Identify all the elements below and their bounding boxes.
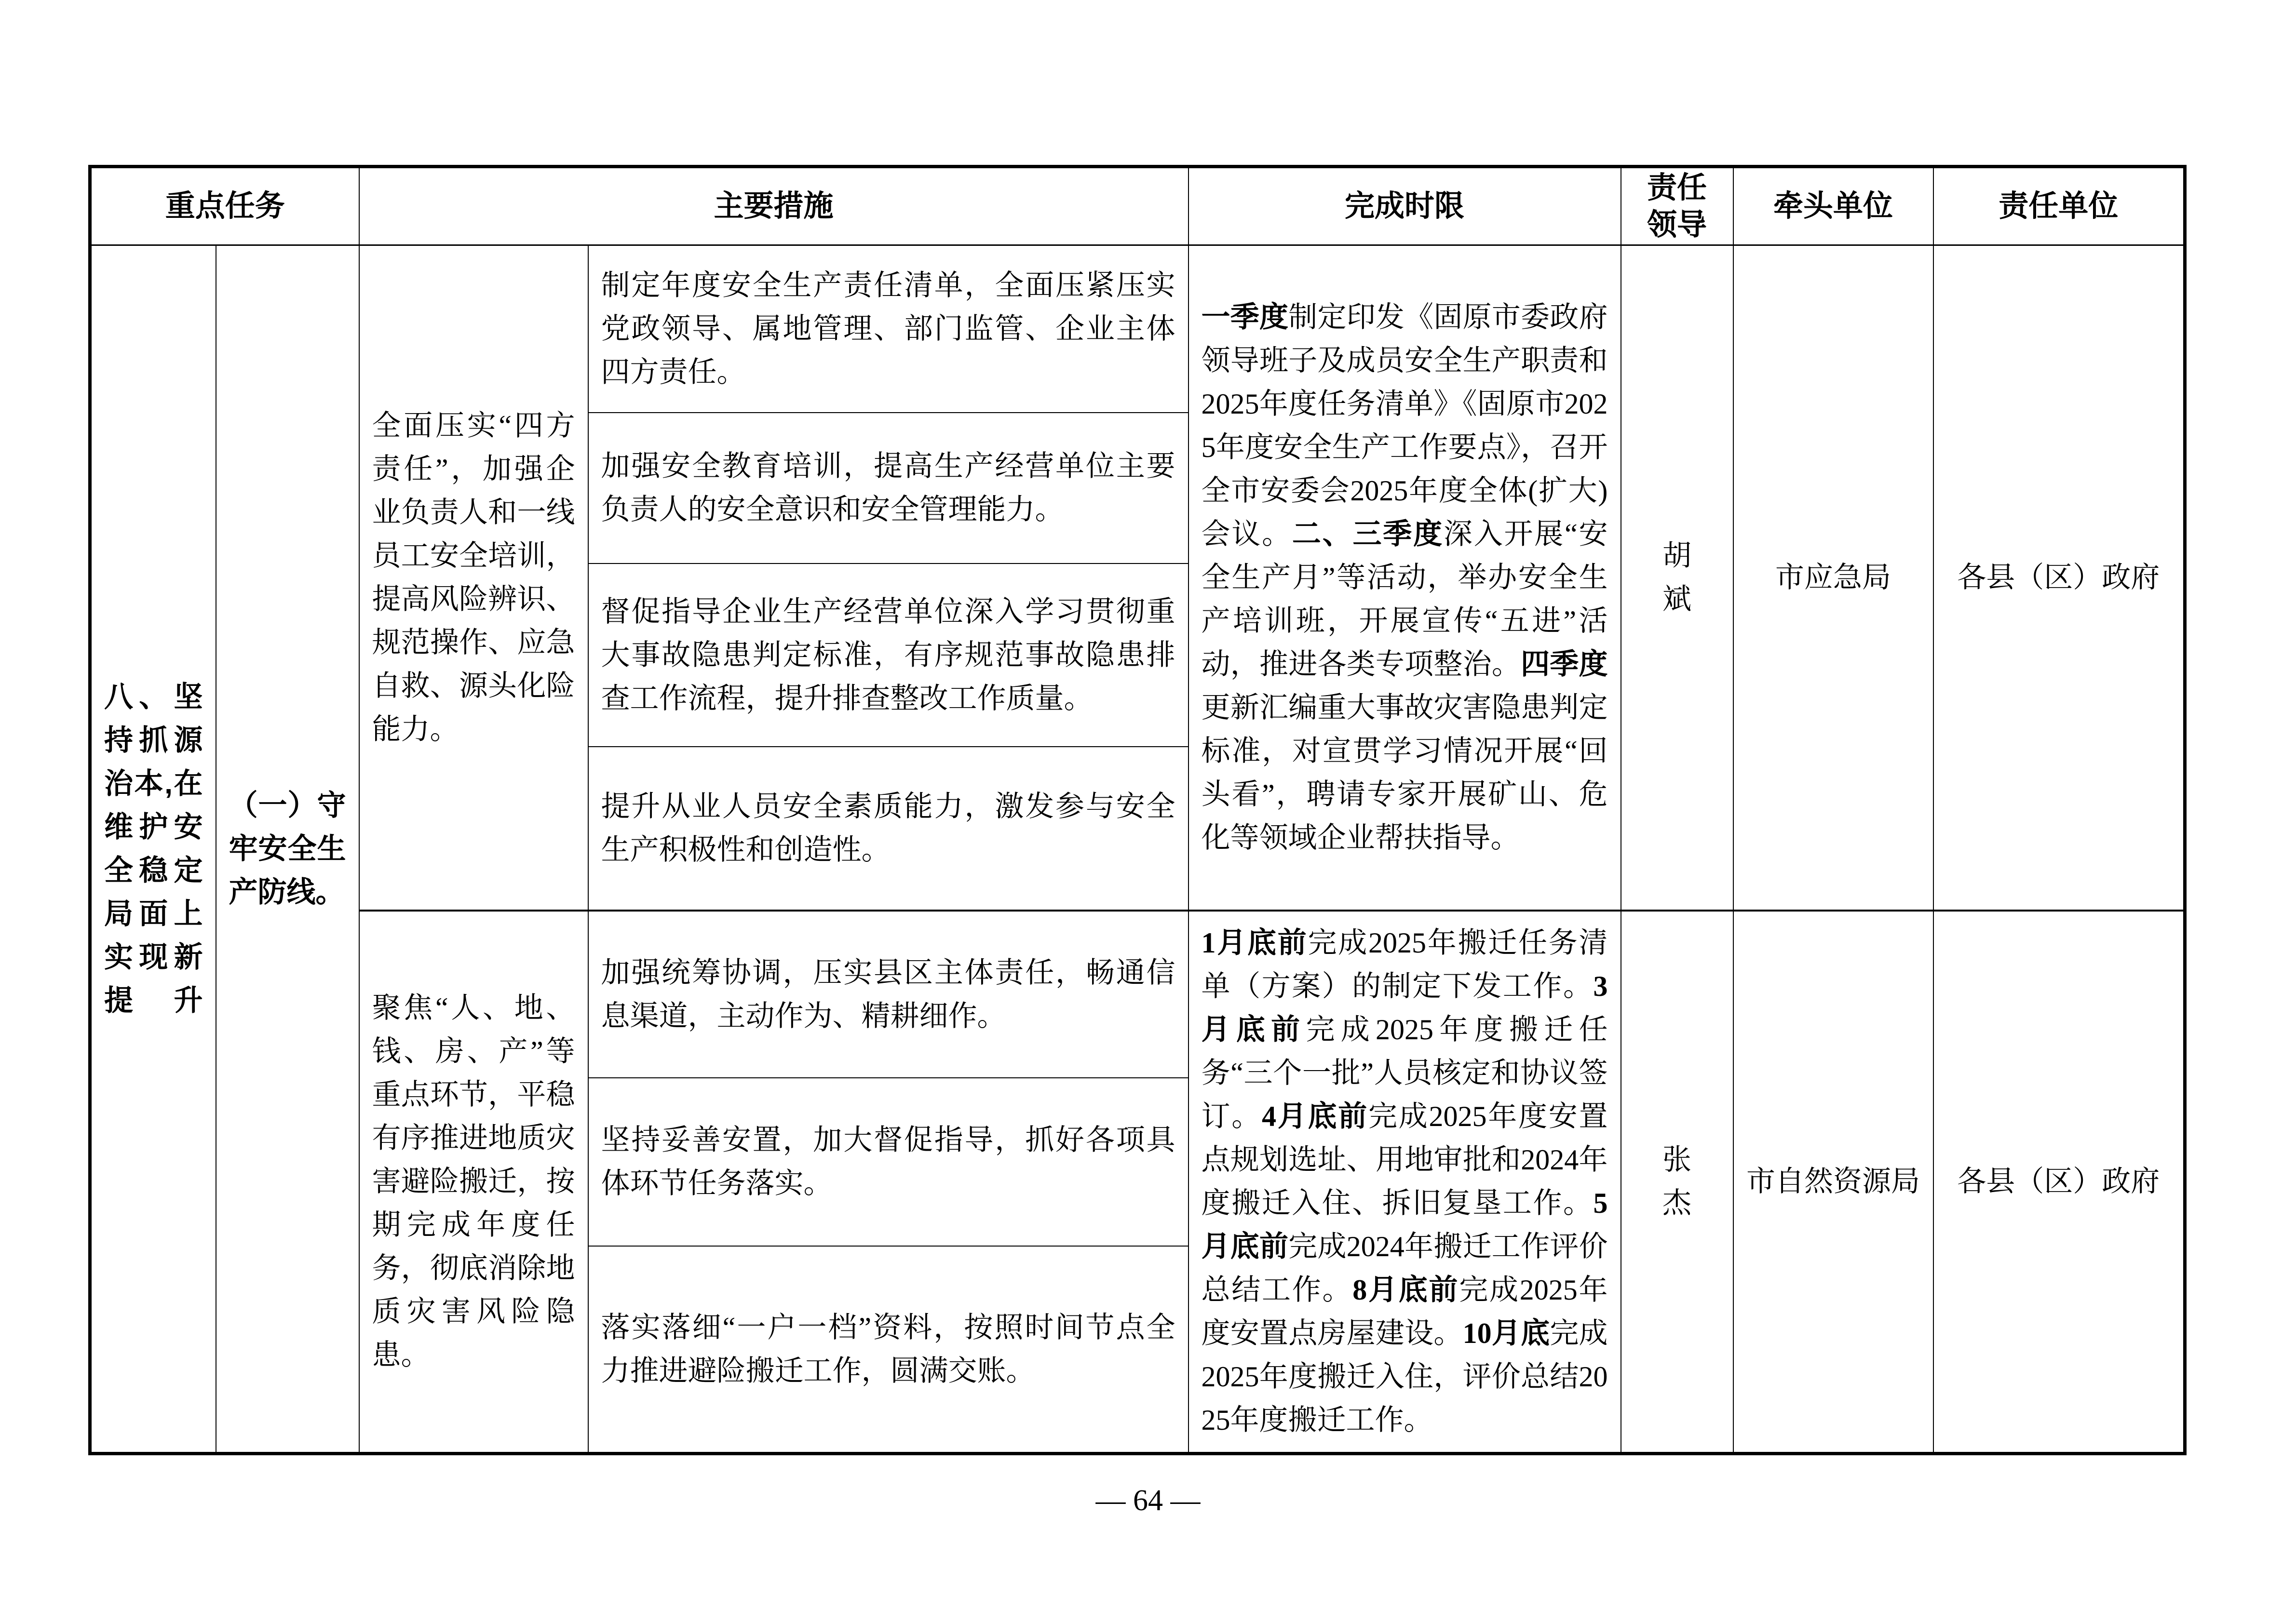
table-row	[90, 245, 2185, 413]
header-responsible-leader-text: 责任领导	[1647, 171, 1707, 241]
measure-cell: 坚持妥善安置，加大督促指导，抓好各项具体环节任务落实。	[588, 1078, 1189, 1246]
measure-cell: 加强统筹协调，压实县区主体责任，畅通信息渠道，主动作为、精耕细作。	[588, 911, 1189, 1078]
measure-cell: 加强安全教育培训，提高生产经营单位主要负责人的安全意识和安全管理能力。	[588, 413, 1189, 563]
header-responsible-unit: 责任单位	[1933, 167, 2185, 245]
lead-unit-cell: 市自然资源局	[1733, 911, 1933, 1454]
measure-cell: 督促指导企业生产经营单位深入学习贯彻重大事故隐患判定标准，有序规范事故隐患排查工作流程，提升排查整改工作质量。	[588, 563, 1189, 747]
header-key-tasks: 重点任务	[90, 167, 359, 245]
header-main-measures: 主要措施	[359, 167, 1189, 245]
header-responsible-leader	[1621, 167, 1733, 245]
leader-cell: 胡 斌	[1621, 245, 1733, 911]
table-row	[90, 911, 2185, 1078]
measure-cell: 落实落细“一户一档”资料，按照时间节点全力推进避险搬迁工作，圆满交账。	[588, 1246, 1189, 1454]
leader-cell: 张 杰	[1621, 911, 1733, 1454]
measure-cell: 提升从业人员安全素质能力，激发参与安全生产积极性和创造性。	[588, 747, 1189, 911]
deadline-cell: 一季度制定印发《固原市委政府领导班子及成员安全生产职责和2025年度任务清单》《固原市2025年度安全生产工作要点》，召开全市安委会2025年度全体(扩大)会议。二、三季度深入开展“安全生产月”等活动，举办安全生产培训班，开展宣传“五进”活动，推进各类专项整治。四季度更新汇编重大事故灾害隐患判定标准，对宣贯学习情况开展“回头看”，聘请专家开展矿山、危化等领域企业帮扶指导。	[1189, 245, 1621, 911]
page-number: — 64 —	[1095, 1484, 1201, 1517]
work-plan-table	[88, 165, 2187, 1455]
lead-unit-cell: 市应急局	[1733, 245, 1933, 911]
subtask-label-cell: （一）守牢安全生产防线。	[216, 245, 359, 1454]
subtask-description-cell: 全面压实“四方责任”，加强企业负责人和一线员工安全培训，提高风险辨识、规范操作、应急自救、源头化险能力。	[359, 245, 588, 911]
responsible-unit-cell: 各县（区）政府	[1933, 245, 2185, 911]
header-deadline: 完成时限	[1189, 167, 1621, 245]
header-lead-unit: 牵头单位	[1733, 167, 1933, 245]
measure-cell: 制定年度安全生产责任清单，全面压紧压实党政领导、属地管理、部门监管、企业主体四方责任。	[588, 245, 1189, 413]
deadline-cell: 1月底前完成2025年搬迁任务清单（方案）的制定下发工作。3月底前完成2025年度搬迁任务“三个一批”人员核定和协议签订。4月底前完成2025年度安置点规划选址、用地审批和2024年度搬迁入住、拆旧复垦工作。5月底前完成2024年搬迁工作评价总结工作。8月底前完成2025年度安置点房屋建设。10月底完成2025年度搬迁入住，评价总结2025年度搬迁工作。	[1189, 911, 1621, 1454]
table-header-row	[90, 167, 2185, 245]
subtask-description-cell: 聚焦“人、地、钱、房、产”等重点环节，平稳有序推进地质灾害避险搬迁，按期完成年度任务，彻底消除地质灾害风险隐患。	[359, 911, 588, 1454]
responsible-unit-cell: 各县（区）政府	[1933, 911, 2185, 1454]
task-title-cell: 八、坚持抓源治本,在维护安全稳定局面上实现新提升	[90, 245, 216, 1454]
